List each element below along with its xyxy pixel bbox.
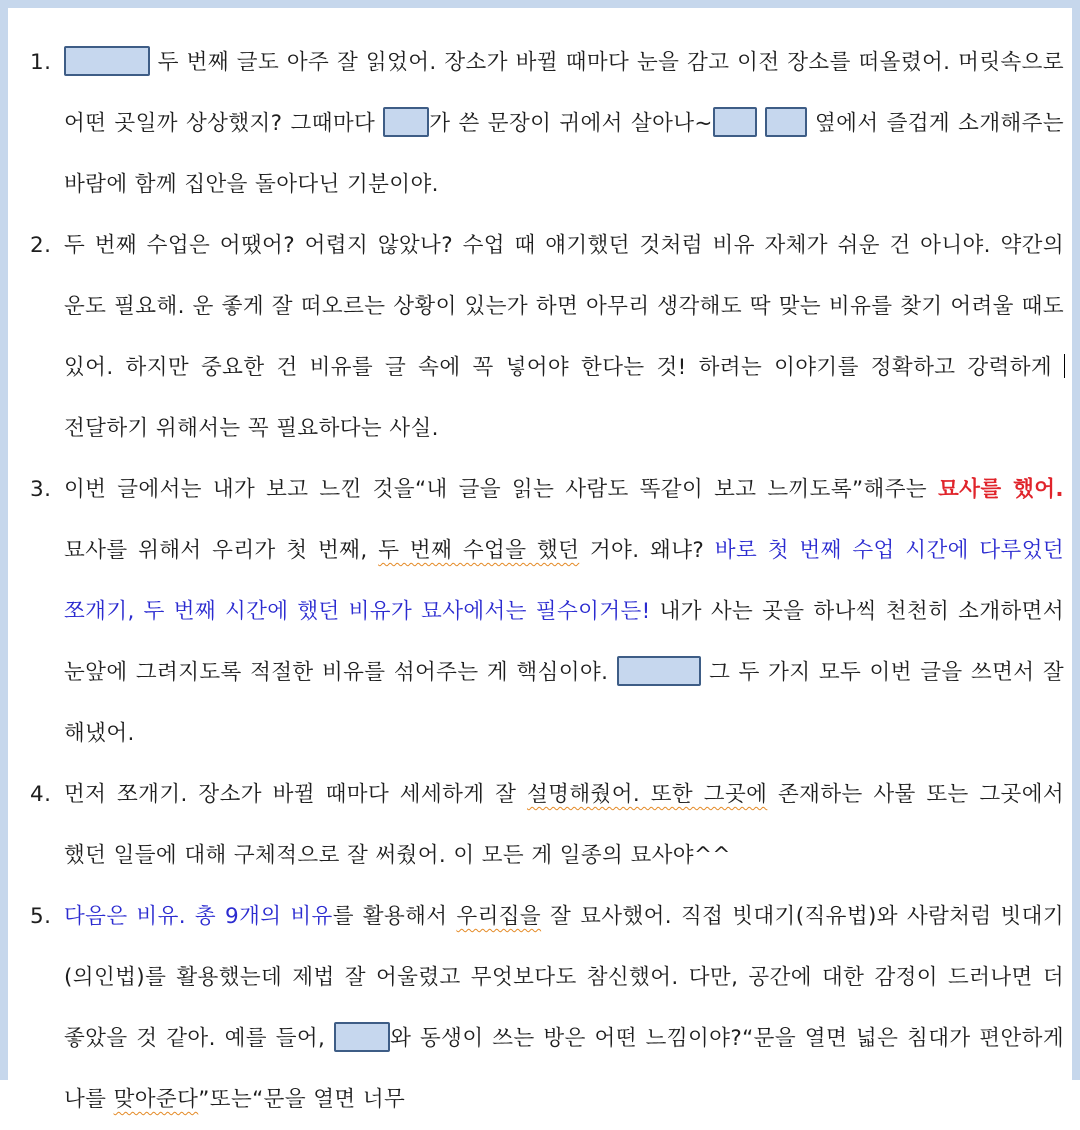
item-number: 2. bbox=[30, 233, 52, 258]
item-text: 전달하기 위해서는 꼭 필요하다는 사실. bbox=[64, 416, 439, 441]
redacted-name-box bbox=[713, 107, 757, 137]
item-text: 존재하는 사물 또는 그곳에서 했던 일들에 대해 구체적으로 잘 써줬어. 이 모든 게 일종의 묘사야^^ bbox=[64, 782, 1065, 868]
item-text: ”또는“문을 열면 너무 bbox=[198, 1087, 406, 1112]
item-text: 와 동생이 쓰는 방은 어떤 느낌이야?“문을 열면 넓은 침대가 편안하게 나를 bbox=[64, 1026, 1064, 1112]
item-text: 내가 사는 곳을 하나씩 천천히 소개하면서 눈앞에 그려지도록 적절한 비유를 섞어주는 게 핵심이야. bbox=[64, 599, 1065, 685]
item-text: 두 번째 글도 아주 잘 읽었어. 장소가 바뀔 때마다 눈을 감고 이전 장소를 떠올렸어. 머릿속으로 어떤 곳일까 상상했지? 그때마다 bbox=[64, 50, 1065, 136]
item-text: 먼저 쪼개기. 장소가 바뀔 때마다 세세하게 잘 bbox=[64, 782, 517, 807]
emphasized-text: 다음은 비유. 총 9개의 비유 bbox=[64, 904, 333, 929]
redacted-name-box bbox=[765, 107, 807, 137]
feedback-item-3 bbox=[30, 459, 1064, 764]
item-text: 두 번째 수업은 어땠어? 어렵지 않았나? 수업 때 얘기했던 것처럼 비유 자체가 쉬운 건 아니야. 약간의 운도 필요해. 운 좋게 잘 떠오르는 상황이 있는가 하면 아무리 생각해도 딱 맞는 비유를 찾기 어려울 때도 있어. 하지만 중요한 건 비유를 글 속에 꼭 넣어야 한다는 것! 하려는 이야기를 정확하고 강력하게 bbox=[64, 233, 1064, 380]
emphasized-text: 바로 첫 번째 수업 시간에 다루었던 쪼개기, 두 번째 시간에 했던 비유가 묘사에서는 필수이거든! bbox=[64, 538, 1065, 624]
feedback-item-4 bbox=[30, 764, 1064, 886]
redacted-name-box bbox=[383, 107, 429, 137]
item-text: 그 두 가지 모두 이번 글을 쓰면서 잘 해냈어. bbox=[64, 660, 1065, 746]
spellcheck-underlined-text: 맞아준다 bbox=[113, 1087, 199, 1112]
item-text: 잘 묘사했어. 직접 빗대기(직유법)와 사람처럼 빗대기(의인법)를 활용했는데 제법 잘 어울렸고 무엇보다도 참신했어. 다만, 공간에 대한 감정이 드러나면 더 좋았을 것 같아. 예를 들어, bbox=[64, 904, 1064, 1051]
item-number: 3. bbox=[30, 477, 52, 502]
spellcheck-underlined-text: 설명해줬어. 또한 그곳에 bbox=[527, 782, 768, 807]
feedback-document bbox=[30, 32, 1064, 1130]
redacted-name-box bbox=[617, 656, 701, 686]
item-text: 옆에서 즐겁게 소개해주는 바람에 함께 집안을 돌아다닌 기분이야. bbox=[64, 111, 1065, 197]
item-text: 가 쓴 문장이 귀에서 살아나~ bbox=[429, 111, 713, 136]
feedback-item-1 bbox=[30, 32, 1064, 215]
item-text: 묘사를 위해서 우리가 첫 번째, bbox=[64, 538, 368, 563]
spellcheck-underlined-text: 우리집을 bbox=[456, 904, 542, 929]
spellcheck-underlined-text: 두 번째 수업을 했던 bbox=[378, 538, 580, 563]
text-cursor bbox=[1064, 354, 1065, 378]
item-number: 1. bbox=[30, 50, 52, 75]
item-text: 이번 글에서는 내가 보고 느낀 것을“내 글을 읽는 사람도 똑같이 보고 느끼도록”해주는 bbox=[64, 477, 928, 502]
highlighted-phrase: 묘사를 했어. bbox=[938, 477, 1064, 502]
item-number: 5. bbox=[30, 904, 52, 929]
redacted-name-box bbox=[334, 1022, 390, 1052]
feedback-item-2 bbox=[30, 215, 1064, 459]
item-text: 를 활용해서 bbox=[332, 904, 448, 929]
redacted-name-box bbox=[64, 46, 150, 76]
feedback-item-5 bbox=[30, 886, 1064, 1130]
item-text: 거야. 왜냐? bbox=[589, 538, 705, 563]
item-number: 4. bbox=[30, 782, 52, 807]
